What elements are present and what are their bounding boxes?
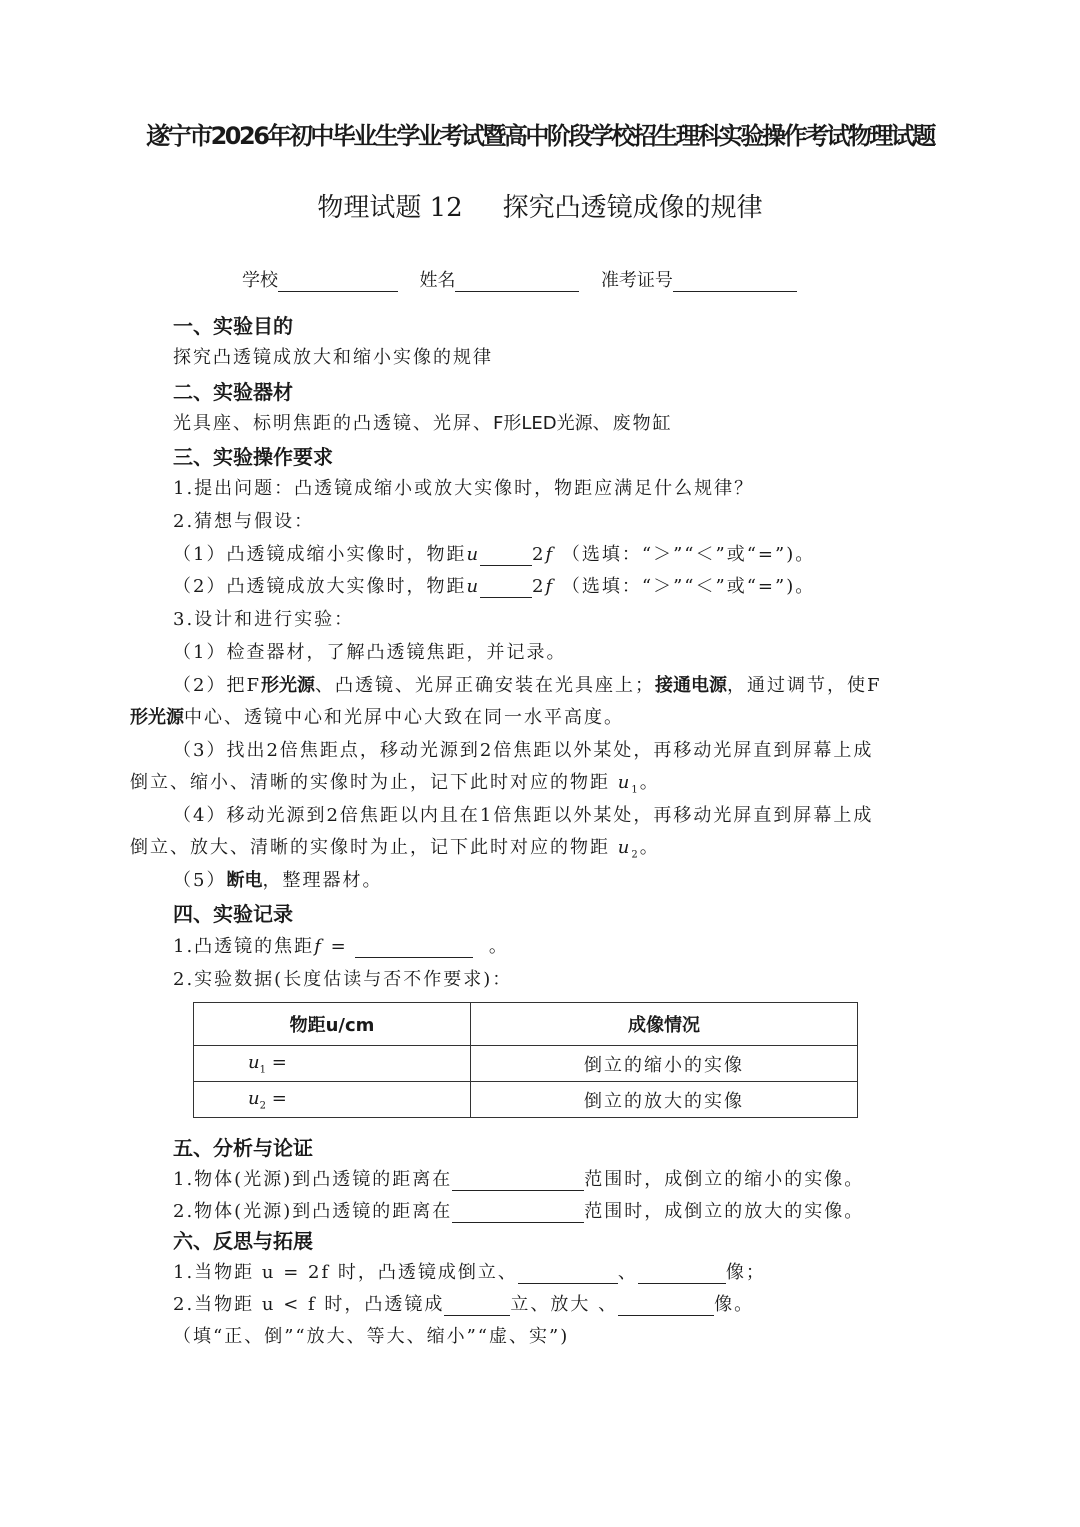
hypothesis-hint: （选填：“＞”“＜”或“=”)。 (561, 576, 816, 597)
extension-text: 立、放大 、 (510, 1294, 619, 1315)
analysis-1 (173, 1165, 864, 1191)
step-text: 中心、透镜中心和光屏中心大致在同一水平高度。 (184, 707, 624, 728)
extension-text: 像； (725, 1262, 766, 1283)
extension-text: 2.当物距 u < f 时，凸透镜成 (173, 1294, 445, 1315)
analysis-2-blank[interactable] (452, 1222, 584, 1223)
analysis-1-blank[interactable] (452, 1190, 584, 1191)
hypothesis-title: 2.猜想与假设： (173, 511, 315, 532)
data-title: 2.实验数据(长度估读与否不作要求)： (173, 969, 513, 990)
step-4-line2 (130, 833, 660, 861)
section-heading-reflection: 六、反思与拓展 (173, 1229, 313, 1253)
step-text: 、凸透镜、光屏正确安装在光具座上； (314, 675, 655, 696)
table-header: 成像情况 (471, 1003, 858, 1046)
fill-note: （填“正、倒”“放大、等大、缩小”“虚、实”) (173, 1326, 570, 1347)
equals: = (265, 1087, 287, 1109)
hypothesis-2 (173, 572, 815, 598)
exam-number-label: 准考证号 (600, 270, 673, 291)
step-4-line1: （4）移动光源到2倍焦距以内且在1倍焦距以外某处，再移动光屏直到屏幕上成 (173, 805, 874, 826)
step-3-line2 (130, 768, 660, 796)
step-text: （5） (173, 870, 227, 891)
hypothesis-text: （2）凸透镜成放大实像时，物距 (173, 576, 467, 597)
analysis-2 (173, 1197, 864, 1223)
materials-part: 光具座、标明焦距的凸透镜、光屏、 (173, 413, 493, 434)
name-field[interactable] (455, 291, 579, 292)
section-heading-record: 四、实验记录 (173, 902, 293, 926)
period: 。 (639, 772, 660, 793)
two-label: 2 (532, 544, 546, 565)
object-distance-cell-1[interactable] (194, 1046, 471, 1082)
table-header: 物距u/cm (194, 1003, 471, 1046)
hypothesis-hint: （选填：“＞”“＜”或“=”)。 (561, 544, 816, 565)
analysis-text: 1.物体(光源)到凸透镜的距离在 (173, 1169, 453, 1190)
step-text: ，整理器材。 (262, 870, 383, 891)
question-raise: 1.提出问题：凸透镜成缩小或放大实像时，物距应满足什么规律？ (173, 478, 755, 499)
subscript: 2 (631, 849, 640, 861)
record-text: 1.凸透镜的焦距 (173, 936, 315, 957)
extension-1 (173, 1258, 766, 1284)
extension-2 (173, 1290, 754, 1316)
section-heading-analysis: 五、分析与论证 (173, 1136, 313, 1160)
image-description: 倒立的缩小的实像 (471, 1046, 858, 1082)
student-info (242, 266, 797, 292)
var-u: u (248, 1087, 260, 1109)
materials-led: F形LED光源 (493, 413, 593, 434)
experiment-name: 探究凸透镜成像的规律 (502, 193, 763, 223)
equals: = (265, 1051, 287, 1073)
subscript: 1 (631, 784, 640, 796)
step-2-line1 (173, 671, 881, 697)
hypothesis-text: （1）凸透镜成缩小实像时，物距 (173, 544, 467, 565)
object-distance-cell-2[interactable] (194, 1082, 471, 1118)
image-description: 倒立的放大的实像 (471, 1082, 858, 1118)
extension-text: 像。 (714, 1294, 755, 1315)
focal-length-line (173, 932, 509, 958)
table-header-row (194, 1003, 858, 1046)
step-text: 倒立、缩小、清晰的实像时为止，记下此时对应的物距 (130, 772, 610, 793)
var-u: u (617, 837, 632, 858)
school-label: 学校 (242, 270, 278, 291)
step-text: （2）把F (173, 675, 261, 696)
section-heading-purpose: 一、实验目的 (173, 314, 293, 338)
extension-2-blank-a[interactable] (444, 1315, 510, 1316)
var-f: f (314, 936, 323, 957)
step-bold: 形光源 (260, 675, 315, 696)
step-5 (173, 866, 382, 892)
hypothesis-1 (173, 540, 815, 566)
step-text: 倒立、放大、清晰的实像时为止，记下此时对应的物距 (130, 837, 610, 858)
extension-1-blank-a[interactable] (518, 1283, 618, 1284)
design-title: 3.设计和进行实验： (173, 609, 355, 630)
question-number: 物理试题 12 (317, 193, 463, 223)
var-u: u (466, 576, 481, 597)
data-table (193, 1002, 858, 1118)
step-2-line2 (130, 703, 624, 729)
step-bold: 断电 (226, 870, 263, 891)
extension-2-blank-b[interactable] (618, 1315, 714, 1316)
extension-1-blank-b[interactable] (638, 1283, 726, 1284)
school-field[interactable] (278, 291, 398, 292)
var-u: u (466, 544, 481, 565)
var-f: f (545, 544, 555, 565)
period: 。 (488, 936, 509, 957)
section-heading-procedure: 三、实验操作要求 (173, 445, 333, 469)
equals: = (322, 936, 356, 957)
var-u: u (248, 1051, 260, 1073)
step-text: ，通过调节，使F (726, 675, 882, 696)
two-label: 2 (532, 576, 546, 597)
focal-length-blank[interactable] (355, 957, 473, 958)
extension-text: 1.当物距 u = 2f 时，凸透镜成倒立、 (173, 1262, 518, 1283)
table-row (194, 1082, 858, 1118)
experiment-title (0, 187, 1080, 224)
hypothesis-1-blank[interactable] (480, 565, 532, 566)
step-3-line1: （3）找出2倍焦距点，移动光源到2倍焦距以外某处，再移动光屏直到屏幕上成 (173, 740, 874, 761)
var-u: u (617, 772, 632, 793)
period: 。 (639, 837, 660, 858)
subscript: 1 (259, 1064, 266, 1076)
materials-part: 、废物缸 (592, 413, 673, 434)
var-f: f (545, 576, 555, 597)
exam-number-field[interactable] (673, 291, 797, 292)
step-bold: 形光源 (130, 707, 184, 728)
exam-header-title: 遂宁市2026年初中毕业生学业考试暨高中阶段学校招生理科实验操作考试物理试题 (146, 122, 934, 150)
step-1: （1）检查器材，了解凸透镜焦距，并记录。 (173, 642, 567, 663)
section-heading-materials: 二、实验器材 (173, 380, 293, 404)
materials-text (173, 409, 673, 435)
purpose-text: 探究凸透镜成放大和缩小实像的规律 (173, 347, 493, 368)
name-label: 姓名 (419, 270, 456, 291)
hypothesis-2-blank[interactable] (480, 597, 532, 598)
step-bold: 接通电源 (654, 675, 727, 696)
table-row (194, 1046, 858, 1082)
analysis-text: 2.物体(光源)到凸透镜的距离在 (173, 1201, 453, 1222)
separator: 、 (617, 1262, 638, 1283)
analysis-text: 范围时，成倒立的缩小的实像。 (584, 1169, 865, 1190)
subscript: 2 (259, 1100, 266, 1112)
analysis-text: 范围时，成倒立的放大的实像。 (584, 1201, 865, 1222)
